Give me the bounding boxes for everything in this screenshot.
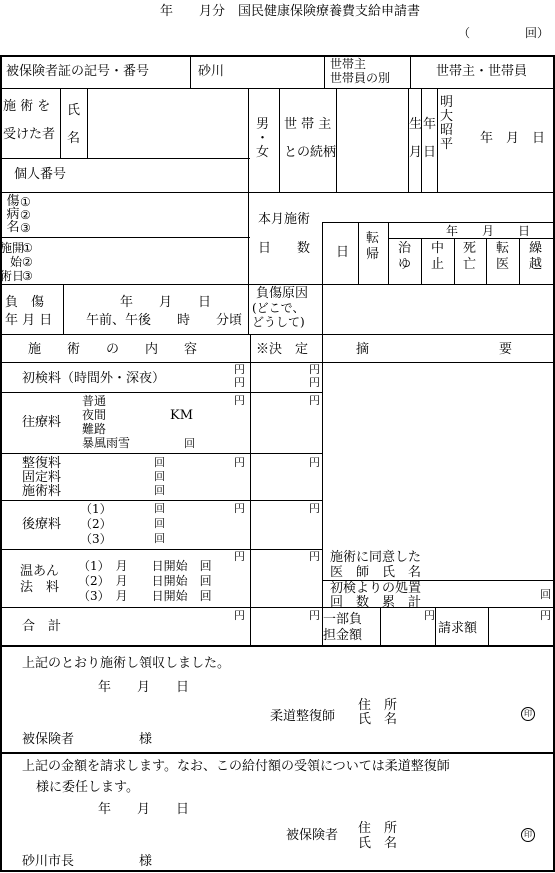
seal-icon: 印 bbox=[521, 828, 535, 842]
cumulative-visits-label-1: 初検よりの処置 bbox=[330, 581, 422, 596]
household-label-1: 世帯主 bbox=[330, 57, 367, 71]
aftercare-item-3: （3） bbox=[80, 532, 112, 546]
injury-cause-field[interactable] bbox=[324, 286, 552, 332]
practitioner-address-label: 住 所 bbox=[358, 698, 398, 713]
consenting-doctor-label-2: 医 師 氏 名 bbox=[330, 565, 422, 580]
claim-statement-1: 上記の金額を請求します。なお、この給付額の受領については柔道整復師 bbox=[22, 759, 450, 774]
cumulative-visits-label-2: 回 数 累 計 bbox=[330, 595, 422, 610]
yen-unit: 円 bbox=[309, 363, 320, 376]
household-type-field[interactable]: 世帯主・世帯員 bbox=[436, 64, 528, 79]
injury-time-field[interactable]: 午前、午後 時 分頃 bbox=[86, 313, 243, 328]
times-unit: 回 bbox=[154, 484, 165, 497]
claim-insured-label: 被保険者 bbox=[286, 828, 339, 843]
era-taisho[interactable]: 大 bbox=[440, 109, 454, 124]
outcome-carryover-2: 越 bbox=[529, 257, 543, 272]
relation-field[interactable] bbox=[338, 90, 406, 190]
yen-unit: 円 bbox=[309, 550, 320, 563]
day-unit: 日 bbox=[336, 245, 350, 260]
count-suffix: 回） bbox=[525, 26, 550, 40]
start-date-label-1: 施開 bbox=[0, 241, 25, 255]
consenting-doctor-label-1: 施術に同意した bbox=[330, 550, 422, 565]
treatment-content-header: 施 術 の 内 容 bbox=[28, 342, 198, 357]
yen-unit: 円 bbox=[309, 609, 320, 622]
claim-address-label: 住 所 bbox=[358, 821, 398, 836]
injury-num-1: ① bbox=[20, 195, 31, 209]
house-call-fee-label: 往療料 bbox=[22, 415, 62, 430]
monthly-days-label-2: 日 数 bbox=[258, 241, 311, 256]
cause-label-3: どうして) bbox=[252, 315, 305, 329]
birth-date-field[interactable]: 年 月 日 bbox=[480, 131, 546, 146]
sex-separator: ・ bbox=[256, 131, 270, 146]
hot-compress-label-2: 法 料 bbox=[20, 580, 60, 595]
outcome-stopped-1[interactable]: 中 bbox=[431, 241, 445, 256]
era-meiji[interactable]: 明 bbox=[440, 95, 454, 110]
claim-date[interactable]: 年 月 日 bbox=[98, 802, 190, 817]
birth-label-2: 月 bbox=[409, 145, 423, 160]
insurance-number-field[interactable]: 砂川 bbox=[198, 64, 225, 79]
treatment-fee-label: 施術料 bbox=[22, 484, 62, 499]
yen-unit: 円 bbox=[234, 502, 245, 515]
name-label-2: 名 bbox=[67, 131, 81, 146]
yen-unit: 円 bbox=[309, 502, 320, 515]
sex-female[interactable]: 女 bbox=[256, 145, 270, 160]
count-paren-open: （ bbox=[458, 26, 471, 40]
mayor-addressee: 砂川市長 様 bbox=[22, 854, 153, 869]
injury-name-label-2: 病 bbox=[6, 207, 20, 222]
yen-unit: 円 bbox=[234, 363, 245, 376]
hot-compress-item-2: （2） 月 日開始 回 bbox=[78, 574, 212, 588]
yen-unit: 円 bbox=[424, 609, 435, 622]
yen-unit: 円 bbox=[234, 456, 245, 469]
outcome-cured-1[interactable]: 治 bbox=[398, 241, 412, 256]
outcome-label-1: 転 bbox=[366, 231, 380, 246]
injury-num-2: ② bbox=[20, 208, 31, 222]
outcome-died-1[interactable]: 死 bbox=[463, 241, 477, 256]
injury-num-3: ③ bbox=[20, 221, 31, 235]
injury-date-field[interactable]: 年 月 日 bbox=[120, 295, 212, 310]
patient-name-field[interactable] bbox=[89, 90, 246, 156]
start-date-label-2: 始 bbox=[10, 255, 23, 269]
yen-unit: 円 bbox=[234, 609, 245, 622]
practitioner-name-label: 氏 名 bbox=[358, 712, 398, 727]
reduction-fee-label: 整復料 bbox=[22, 456, 62, 471]
outcome-transfer-2: 医 bbox=[496, 257, 510, 272]
injury-name-field[interactable] bbox=[36, 194, 246, 235]
house-call-storm: 暴風雨雪 bbox=[82, 436, 131, 450]
start-date-field[interactable] bbox=[38, 239, 246, 282]
yen-unit: 円 bbox=[234, 550, 245, 563]
aftercare-item-2: （2） bbox=[80, 517, 112, 531]
relation-label-1: 世 帯 主 bbox=[284, 117, 332, 132]
outcome-label-2: 帰 bbox=[366, 247, 380, 262]
sex-male[interactable]: 男 bbox=[256, 117, 270, 132]
yen-unit: 円 bbox=[234, 376, 245, 389]
decision-header: ※決 定 bbox=[256, 342, 309, 357]
insurance-number-label: 被保険者証の記号・番号 bbox=[6, 64, 150, 79]
birth-label-1: 生 bbox=[409, 117, 423, 132]
household-label-2: 世帯員の別 bbox=[330, 71, 391, 85]
cause-label-1: 負傷原因 bbox=[256, 286, 309, 301]
hot-compress-item-3: （3） 月 日開始 回 bbox=[78, 589, 212, 603]
receipt-statement: 上記のとおり施術し領収しました。 bbox=[22, 656, 231, 671]
aftercare-fee-label: 後療料 bbox=[22, 517, 62, 532]
injury-name-label-3: 名 bbox=[6, 220, 20, 235]
copay-label-2: 担金額 bbox=[323, 628, 363, 643]
start-date-label-3: 術日 bbox=[0, 269, 25, 283]
relation-label-2: との続柄 bbox=[284, 145, 337, 160]
monthly-days-label-1: 本月施術 bbox=[258, 212, 311, 227]
times-unit: 回 bbox=[154, 532, 165, 545]
name-label-1: 氏 bbox=[67, 103, 81, 118]
outcome-date[interactable]: 年 月 日 bbox=[446, 224, 531, 238]
yen-unit: 円 bbox=[234, 394, 245, 407]
hot-compress-item-1: （1） 月 日開始 回 bbox=[78, 559, 212, 573]
outcome-carryover-1[interactable]: 繰 bbox=[529, 241, 543, 256]
summary-header: 摘 要 bbox=[356, 342, 513, 357]
times-unit: 回 bbox=[184, 437, 195, 450]
receipt-insured: 被保険者 様 bbox=[22, 732, 153, 747]
total-label: 合 計 bbox=[22, 619, 62, 634]
km-unit: KM bbox=[170, 408, 194, 423]
house-call-night: 夜間 bbox=[82, 408, 107, 422]
times-unit: 回 bbox=[540, 588, 551, 601]
cause-label-2: (どこで、 bbox=[252, 301, 305, 315]
nengappi-label-1: 年 bbox=[423, 117, 437, 132]
house-call-normal: 普通 bbox=[82, 394, 107, 408]
yen-unit: 円 bbox=[309, 456, 320, 469]
seal-icon: 印 bbox=[521, 707, 535, 721]
receipt-date[interactable]: 年 月 日 bbox=[98, 680, 190, 695]
practitioner-label: 柔道整復師 bbox=[270, 709, 336, 724]
times-unit: 回 bbox=[154, 456, 165, 469]
first-visit-fee-label: 初検料（時間外・深夜） bbox=[22, 371, 166, 386]
personal-number-field[interactable] bbox=[90, 160, 246, 190]
yen-unit: 円 bbox=[309, 394, 320, 407]
start-num-3: ③ bbox=[22, 269, 33, 283]
injury-date-label-2: 年 月 日 bbox=[5, 313, 53, 328]
copay-label-1: 一部負 bbox=[323, 612, 363, 627]
nengappi-label-2: 日 bbox=[423, 145, 437, 160]
personal-number-label: 個人番号 bbox=[14, 167, 67, 182]
claim-statement-2: 様に委任します。 bbox=[36, 780, 139, 795]
aftercare-item-1: （1） bbox=[80, 502, 112, 516]
start-num-1: ① bbox=[22, 241, 33, 255]
start-num-2: ② bbox=[22, 255, 33, 269]
times-unit: 回 bbox=[154, 502, 165, 515]
fixation-fee-label: 固定料 bbox=[22, 470, 62, 485]
yen-unit: 円 bbox=[309, 376, 320, 389]
hot-compress-label-1: 温あん bbox=[20, 564, 60, 579]
era-heisei[interactable]: 平 bbox=[440, 137, 454, 152]
patient-label-2: 受けた者 bbox=[3, 127, 56, 142]
outcome-died-2: 亡 bbox=[463, 257, 477, 272]
claim-name-label: 氏 名 bbox=[358, 836, 398, 851]
times-unit: 回 bbox=[154, 470, 165, 483]
claim-amount-label: 請求額 bbox=[438, 621, 478, 636]
yen-unit: 円 bbox=[540, 609, 551, 622]
house-call-rough: 難路 bbox=[82, 422, 107, 436]
outcome-stopped-2: 止 bbox=[431, 257, 445, 272]
times-unit: 回 bbox=[154, 517, 165, 530]
patient-label-1: 施 術 を bbox=[3, 99, 51, 114]
form-title: 年 月分 国民健康保険療養費支給申請書 bbox=[160, 4, 421, 19]
outcome-transfer-1[interactable]: 転 bbox=[496, 241, 510, 256]
era-showa[interactable]: 昭 bbox=[440, 123, 454, 138]
injury-date-label-1: 負 傷 bbox=[5, 295, 45, 310]
outcome-cured-2: ゆ bbox=[398, 257, 412, 272]
injury-name-label-1: 傷 bbox=[6, 194, 20, 209]
